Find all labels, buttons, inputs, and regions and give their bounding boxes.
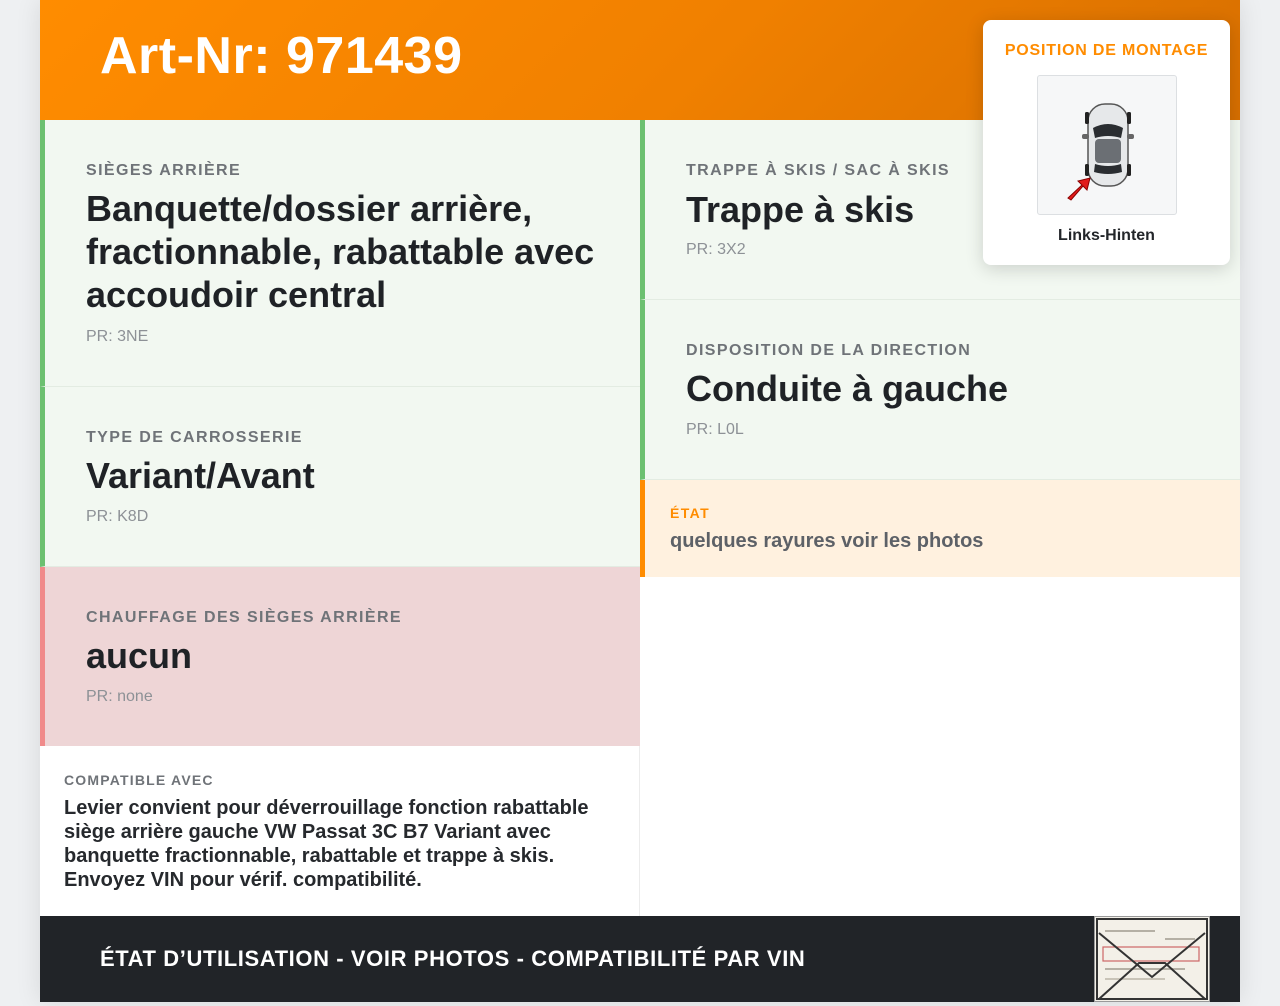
- ski-hatch-value: Trappe à skis: [686, 189, 915, 230]
- compatibility-section: [40, 746, 640, 916]
- rear-seats-pr-code: PR: 3NE: [86, 328, 149, 345]
- footer-text: ÉTAT D’UTILISATION - VOIR PHOTOS - COMPATIBILITÉ PAR VIN: [100, 946, 806, 971]
- mounting-position-caption: Links-Hinten: [1058, 227, 1155, 244]
- steering-value: Conduite à gauche: [686, 368, 1009, 409]
- mounting-position-title: POSITION DE MONTAGE: [1004, 42, 1209, 59]
- body-type-card: [40, 387, 640, 567]
- rear-seat-heating-card: [40, 567, 640, 746]
- article-number-title: Art-Nr: 971439: [100, 27, 463, 85]
- rear-seat-heating-value: aucun: [86, 635, 193, 676]
- condition-text: quelques rayures voir les photos: [670, 530, 984, 552]
- body-type-label: TYPE DE CARROSSERIE: [86, 429, 303, 446]
- steering-card: [640, 300, 1240, 480]
- steering-pr-code: PR: L0L: [686, 421, 744, 438]
- car-top-view-icon: [1037, 75, 1177, 215]
- condition-label: ÉTAT: [670, 505, 711, 521]
- compatibility-text: Levier convient pour déverrouillage fonction rabattable siège arrière gauche VW Passat 3C B7 Variant avec banquette fractionnable, rabattable et trappe à skis. Envoyez VIN pour vérif. compatibilité.: [64, 797, 589, 891]
- ski-hatch-label: TRAPPE À SKIS / SAC À SKIS: [686, 162, 950, 179]
- mounting-position-card: [983, 20, 1230, 265]
- compatibility-label: COMPATIBLE AVEC: [64, 772, 214, 788]
- rear-seat-heating-pr-code: PR: none: [86, 688, 153, 705]
- rear-seats-label: SIÈGES ARRIÈRE: [86, 162, 242, 179]
- ski-hatch-pr-code: PR: 3X2: [686, 241, 746, 258]
- footer-bar: [40, 916, 1240, 1002]
- rear-seats-value: Banquette/dossier arrière, fractionnable, rabattable avec accoudoir central: [86, 188, 595, 315]
- rear-seats-card: [40, 120, 640, 387]
- steering-label: DISPOSITION DE LA DIRECTION: [686, 342, 972, 359]
- body-type-value: Variant/Avant: [86, 455, 315, 496]
- vehicle-document-stamp-icon: [1094, 916, 1210, 1002]
- condition-card: [640, 480, 1240, 577]
- body-type-pr-code: PR: K8D: [86, 508, 149, 525]
- rear-seat-heating-label: CHAUFFAGE DES SIÈGES ARRIÈRE: [86, 609, 402, 626]
